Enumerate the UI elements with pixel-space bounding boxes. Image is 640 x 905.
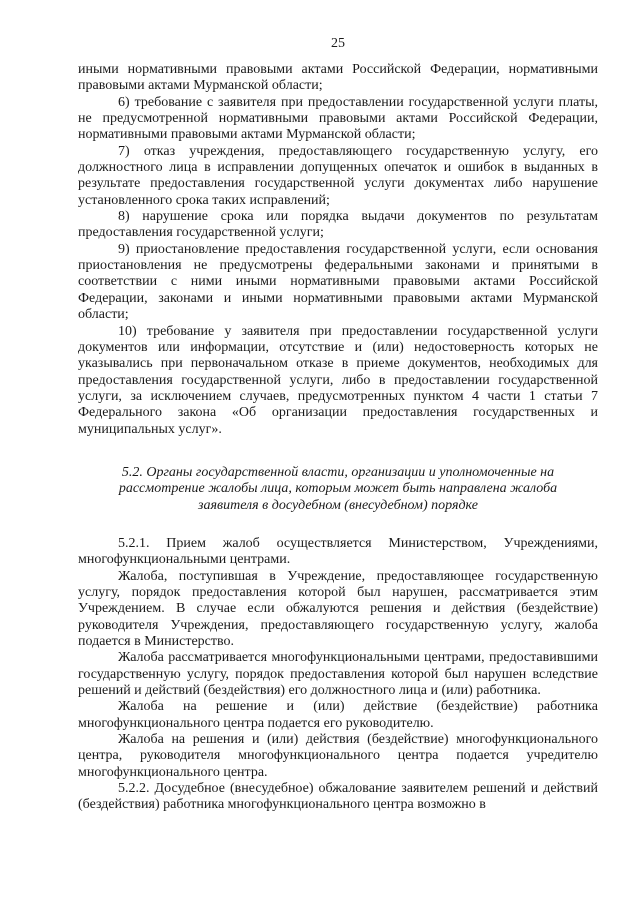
section-heading-5-2: [78, 465, 598, 514]
body-paragraph: Жалоба, поступившая в Учреждение, предоставляющее государственную услугу, порядок предоставления которой был нарушен, рассматривается этим Учреждением. В случае если обжалуются решения и действия (бездействие) руководителя Учреждения, предоставляющего государственную услугу, жалоба подается в Министерство.: [78, 568, 598, 649]
list-item-10: 10) требование у заявителя при предоставлении государственной услуги документов или информации, отсутствие и (или) недостоверность которых не указывались при первоначальном отказе в приеме документов, необходимых для предоставления государственной услуги, либо в предоставлении государственной услуги, за исключением случаев, предусмотренных пунктом 4 части 1 статьи 7 Федерального закона «Об организации предоставления государственных и муниципальных услуг».: [78, 323, 598, 437]
body-paragraph: Жалоба рассматривается многофункциональными центрами, предоставившими государственную услугу, порядок предоставления которой был нарушен вследствие решений и действий (бездействия) его должностного лица и (или) работника.: [78, 650, 598, 699]
clause-5-2-1: 5.2.1. Прием жалоб осуществляется Министерством, Учреждениями, многофункциональными центрами.: [78, 535, 598, 568]
list-item-9: 9) приостановление предоставления государственной услуги, если основания приостановления не предусмотрены федеральными законами и принятыми в соответствии с ними иными нормативными правовыми актами Российской Федерации, законами и иными нормативными правовыми актами Мурманской области;: [78, 241, 598, 323]
list-item-6: 6) требование с заявителя при предоставлении государственной услуги платы, не предусмотренной нормативными правовыми актами Российской Федерации, нормативными правовыми актами Мурманской области;: [78, 94, 598, 143]
list-paragraph-continuation: иными нормативными правовыми актами Российской Федерации, нормативными правовыми актами Мурманской области;: [78, 62, 598, 94]
section-heading-line: рассмотрение жалобы лица, которым может быть направлена жалоба: [118, 481, 558, 497]
list-item-7: 7) отказ учреждения, предоставляющего государственную услугу, его должностного лица в исправлении допущенных опечаток и ошибок в выданных в результате предоставления государственной услуги документах либо нарушение установленного срока таких исправлений;: [78, 143, 598, 208]
body-paragraph: Жалоба на решения и (или) действия (бездействие) многофункционального центра, руководителя многофункционального центра подается учредителю многофункционального центра.: [78, 732, 598, 780]
section-heading-line: 5.2. Органы государственной власти, организации и уполномоченные на: [121, 464, 555, 480]
page-number: 25: [331, 36, 345, 51]
body-paragraph: Жалоба на решение и (или) действие (бездействие) работника многофункционального центра подается его руководителю.: [78, 699, 598, 731]
list-item-8: 8) нарушение срока или порядка выдачи документов по результатам предоставления государственной услуги;: [78, 209, 598, 241]
clause-5-2-2: 5.2.2. Досудебное (внесудебное) обжалование заявителем решений и действий (бездействия) работника многофункционального центра возможно в: [78, 781, 598, 813]
section-heading-line: заявителя в досудебном (внесудебном) порядке: [198, 497, 478, 513]
